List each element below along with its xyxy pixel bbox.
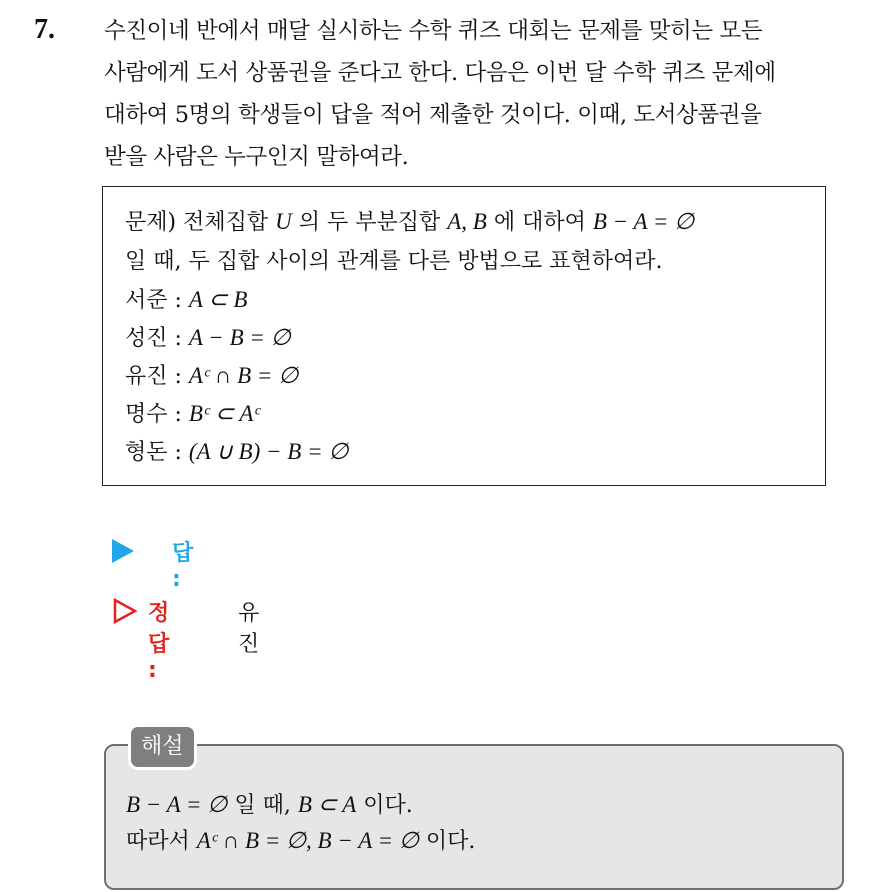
explanation-math: B ⊂ A bbox=[297, 792, 357, 817]
outline-triangle-icon bbox=[112, 598, 138, 630]
problem-mid2: 에 대하여 bbox=[493, 210, 586, 235]
answer-separator: : bbox=[167, 402, 189, 427]
question-line: 수진이네 반에서 매달 실시하는 수학 퀴즈 대회는 문제를 맞히는 모든 bbox=[104, 18, 763, 44]
correct-answer-row bbox=[112, 598, 260, 683]
student-expression: Bᶜ ⊂ Aᶜ bbox=[188, 401, 260, 426]
answer-separator: : bbox=[167, 288, 189, 313]
student-name: 유진 bbox=[125, 364, 168, 389]
problem-condition: B − A = ∅ bbox=[592, 209, 695, 234]
explanation-text: 이다. bbox=[356, 793, 413, 818]
student-expression: A ⊂ B bbox=[188, 287, 248, 312]
question-line: 사람에게 도서 상품권을 준다고 한다. 다음은 이번 달 수학 퀴즈 문제에 bbox=[104, 60, 776, 86]
problem-line-1 bbox=[125, 205, 694, 236]
sets-ab: A, B bbox=[447, 209, 487, 234]
answer-separator: : bbox=[167, 326, 189, 351]
problem-mid1: 의 두 부분집합 bbox=[298, 210, 441, 235]
play-triangle-icon bbox=[112, 539, 134, 563]
student-expression: A − B = ∅ bbox=[188, 325, 291, 350]
student-name: 성진 bbox=[125, 326, 168, 351]
student-name: 형돈 bbox=[125, 440, 168, 465]
correct-answer-value: 유진 bbox=[238, 601, 260, 657]
explanation-text: 이다. bbox=[418, 829, 476, 854]
question-number: 7. bbox=[34, 14, 55, 45]
explanation-line-2 bbox=[126, 824, 475, 855]
explanation-math: B − A = ∅ bbox=[126, 792, 228, 817]
student-answer bbox=[125, 321, 291, 352]
question-line: 받을 사람은 누구인지 말하여라. bbox=[104, 144, 409, 170]
student-name: 명수 bbox=[125, 402, 168, 427]
question-line: 대하여 5명의 학생들이 답을 적어 제출한 것이다. 이때, 도서상품권을 bbox=[104, 102, 762, 128]
problem-prefix: 문제) 전체집합 bbox=[125, 210, 269, 235]
explanation-text: 따라서 bbox=[126, 829, 197, 854]
explanation-text: 일 때, bbox=[227, 793, 298, 818]
question-text bbox=[104, 10, 864, 178]
explanation-box bbox=[104, 744, 844, 890]
problem-box bbox=[102, 186, 826, 486]
student-name: 서준 bbox=[125, 288, 168, 313]
student-answer bbox=[125, 397, 259, 428]
student-expression: (A ∪ B) − B = ∅ bbox=[188, 439, 349, 464]
explanation-math: Aᶜ ∩ B = ∅, B − A = ∅ bbox=[196, 828, 419, 853]
student-answer bbox=[125, 359, 298, 390]
student-expression: Aᶜ ∩ B = ∅ bbox=[188, 363, 299, 388]
answer-separator: : bbox=[167, 440, 189, 465]
answer-label: 답 : bbox=[172, 541, 194, 592]
answer-row bbox=[112, 538, 194, 592]
correct-answer-label: 정답 : bbox=[148, 601, 170, 683]
student-answer bbox=[125, 435, 348, 466]
explanation-line-1 bbox=[126, 788, 413, 819]
explanation-tab: 해설 bbox=[128, 724, 197, 770]
answer-separator: : bbox=[167, 364, 189, 389]
student-answer bbox=[125, 283, 247, 314]
problem-line-2: 일 때, 두 집합 사이의 관계를 다른 방법으로 표현하여라. bbox=[125, 249, 663, 274]
set-u: U bbox=[275, 209, 292, 234]
